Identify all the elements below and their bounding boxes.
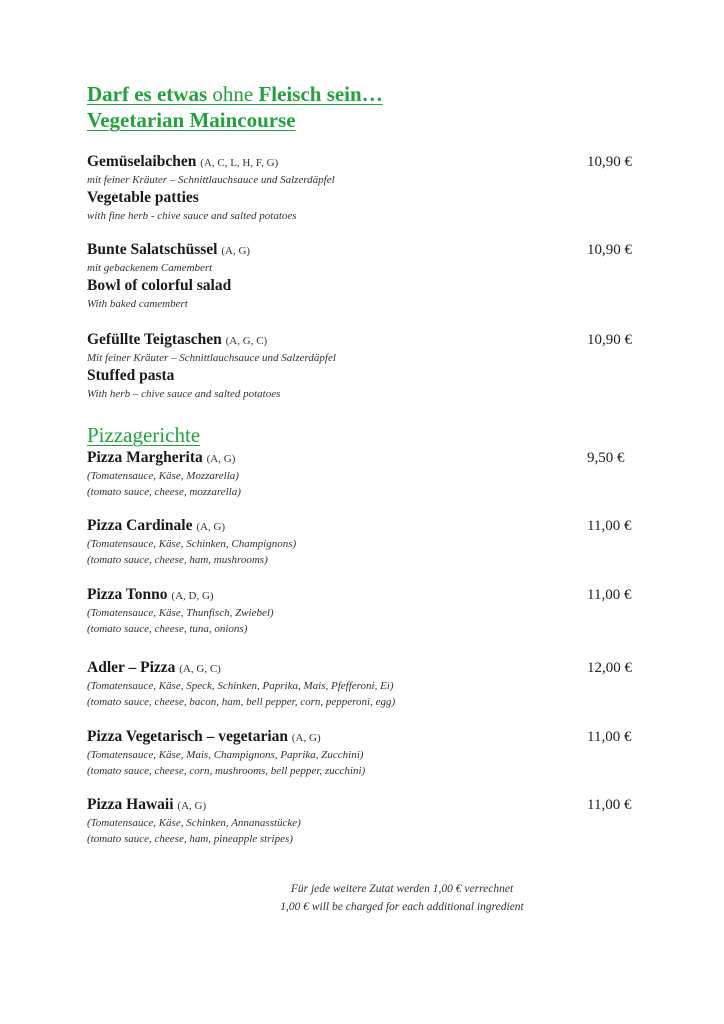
- item-description-de: (Tomatensauce, Käse, Speck, Schinken, Paprika, Mais, Pfefferoni, Ei): [87, 680, 394, 692]
- item-name-en: Stuffed pasta: [87, 367, 175, 384]
- menu-item: [87, 448, 647, 500]
- item-price: 11,00 €: [587, 797, 632, 813]
- extra-ingredient-note: [0, 880, 724, 916]
- item-name-en: Bowl of colorful salad: [87, 277, 232, 294]
- item-allergens: (A, G): [291, 732, 321, 744]
- item-name: Gemüselaibchen (A, C, L, H, F, G): [87, 153, 279, 170]
- item-price: 11,00 €: [587, 729, 632, 745]
- menu-item: [87, 727, 647, 779]
- item-description-en: With herb – chive sauce and salted potatoes: [87, 388, 281, 400]
- item-description-en: (tomato sauce, cheese, tuna, onions): [87, 623, 248, 635]
- menu-item: [87, 240, 647, 312]
- item-description-de: (Tomatensauce, Käse, Schinken, Champignons): [87, 538, 297, 550]
- item-price: 10,90 €: [587, 242, 632, 258]
- item-description-en: (tomato sauce, cheese, mozzarella): [87, 486, 241, 498]
- item-allergens: (A, G): [196, 521, 226, 533]
- item-price: 10,90 €: [587, 154, 632, 170]
- item-name: Gefüllte Teigtaschen (A, G, C): [87, 331, 268, 348]
- item-allergens: (A, G, C): [179, 663, 221, 675]
- item-allergens: (A, C, L, H, F, G): [200, 157, 279, 169]
- item-price: 11,00 €: [587, 518, 632, 534]
- heading-part: ohne: [212, 82, 254, 106]
- item-name: Pizza Cardinale (A, G): [87, 517, 226, 534]
- item-description-en: With baked camembert: [87, 298, 188, 310]
- item-description-de: (Tomatensauce, Käse, Mozzarella): [87, 470, 239, 482]
- item-description-de: (Tomatensauce, Käse, Thunfisch, Zwiebel): [87, 607, 274, 619]
- item-price: 12,00 €: [587, 660, 632, 676]
- item-name: Pizza Margherita (A, G): [87, 449, 236, 466]
- item-allergens: (A, G): [206, 453, 236, 465]
- vegetarian-heading-de: [87, 84, 383, 105]
- item-allergens: (A, G): [177, 800, 207, 812]
- item-name-en: Vegetable patties: [87, 189, 199, 206]
- item-description-en: (tomato sauce, cheese, ham, pineapple stripes): [87, 833, 293, 845]
- heading-part: Darf es etwas: [87, 82, 208, 106]
- note-de: Für jede weitere Zutat werden 1,00 € verrechnet: [290, 883, 514, 895]
- menu-item: [87, 330, 647, 402]
- item-price: 10,90 €: [587, 332, 632, 348]
- item-price: 11,00 €: [587, 587, 632, 603]
- item-name: Bunte Salatschüssel (A, G): [87, 241, 251, 258]
- heading-part: Fleisch sein…: [258, 82, 383, 106]
- item-description-en: with fine herb - chive sauce and salted potatoes: [87, 210, 297, 222]
- item-description-en: (tomato sauce, cheese, corn, mushrooms, bell pepper, zucchini): [87, 765, 366, 777]
- item-allergens: (A, G, C): [225, 335, 268, 347]
- menu-item: [87, 152, 647, 224]
- menu-item: [87, 585, 647, 637]
- item-name: Adler – Pizza (A, G, C): [87, 659, 221, 676]
- menu-item: [87, 516, 647, 568]
- vegetarian-heading-en: [87, 110, 296, 131]
- item-description-de: (Tomatensauce, Käse, Mais, Champignons, Paprika, Zucchini): [87, 749, 364, 761]
- item-name: Pizza Vegetarisch – vegetarian (A, G): [87, 728, 321, 745]
- item-name: Pizza Tonno (A, D, G): [87, 586, 214, 603]
- item-description-de: mit gebackenem Camembert: [87, 262, 213, 274]
- menu-item: [87, 658, 647, 710]
- item-description-de: Mit feiner Kräuter – Schnittlauchsauce und Salzerdäpfel: [87, 352, 336, 364]
- item-allergens: (A, D, G): [171, 590, 214, 602]
- item-name: Pizza Hawaii (A, G): [87, 796, 207, 813]
- pizza-heading: [87, 425, 200, 446]
- menu-item: [87, 795, 647, 847]
- item-description-de: (Tomatensauce, Käse, Schinken, Annanasstücke): [87, 817, 301, 829]
- item-description-en: (tomato sauce, cheese, ham, mushrooms): [87, 554, 268, 566]
- heading-text: Pizzagerichte: [87, 423, 201, 447]
- item-allergens: (A, G): [221, 245, 251, 257]
- item-description-de: mit feiner Kräuter – Schnittlauchsauce und Salzerdäpfel: [87, 174, 335, 186]
- note-en: 1,00 € will be charged for each additional ingredient: [280, 901, 524, 913]
- item-price: 9,50 €: [587, 450, 625, 466]
- heading-text: Vegetarian Maincourse: [87, 108, 296, 132]
- item-description-en: (tomato sauce, cheese, bacon, ham, bell pepper, corn, pepperoni, egg): [87, 696, 396, 708]
